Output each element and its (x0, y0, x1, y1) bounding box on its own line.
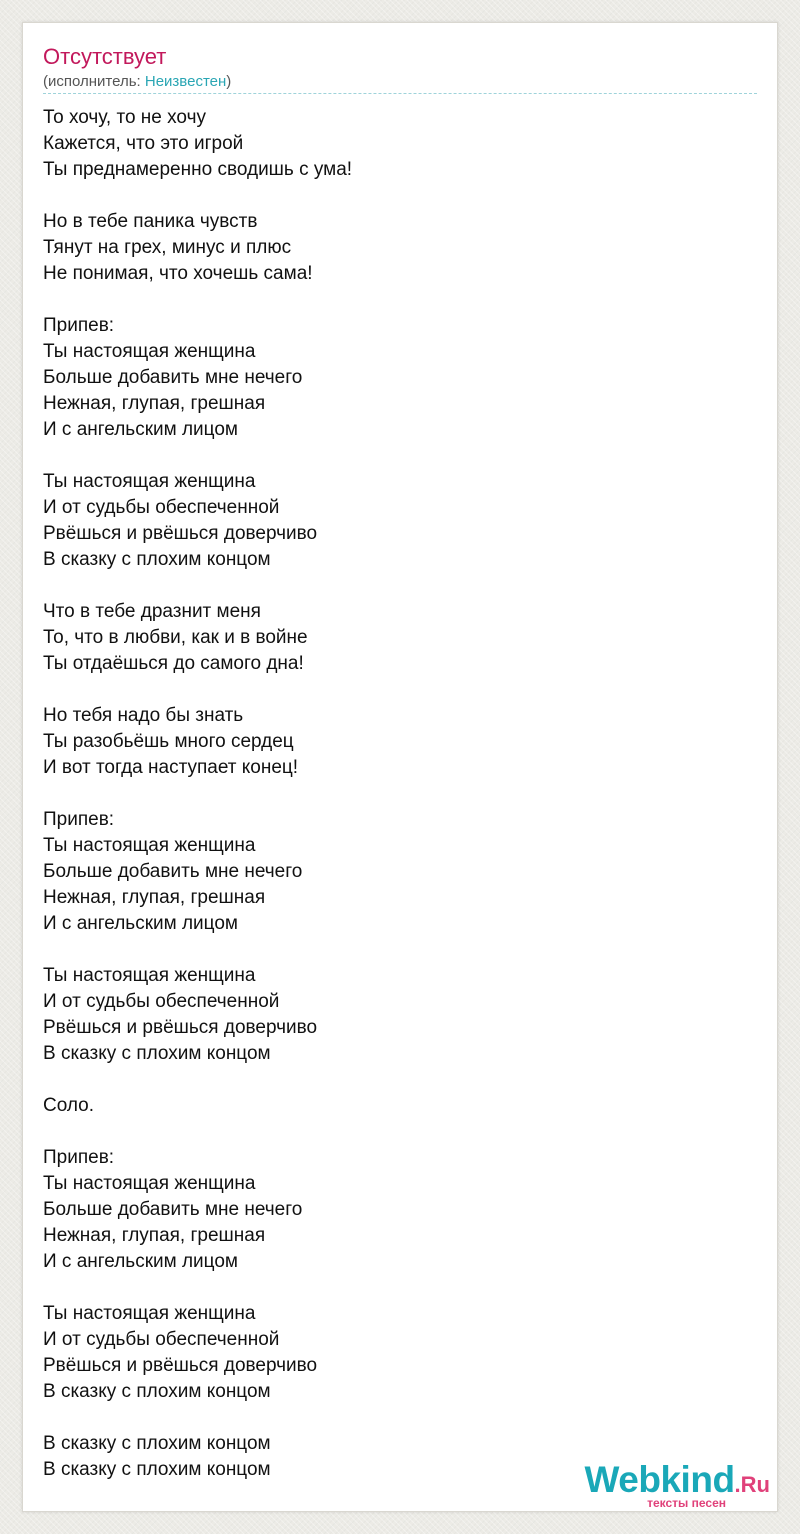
artist-suffix: ) (226, 73, 232, 90)
artist-line (43, 73, 231, 91)
artist-prefix: (исполнитель: (43, 73, 145, 90)
site-logo[interactable] (570, 1458, 770, 1508)
lyrics-text: То хочу, то не хочу Кажется, что это игрой Ты преднамеренно сводишь с ума! Но в тебе паника чувств Тянут на грех, минус и плюс Не понимая, что хочешь сама! Припев: Ты настоящая женщина Больше добавить мне нечего Нежная, глупая, грешная И с ангельским лицом Ты настоящая женщина И от судьбы обеспеченной Рвёшься и рвёшься доверчиво В сказку с плохим концом Что в тебе дразнит меня То, что в любви, как и в войне Ты отдаёшься до самого дна! Но тебя надо бы знать Ты разобьёшь много сердец И вот тогда наступает конец! Припев: Ты настоящая женщина Больше добавить мне нечего Нежная, глупая, грешная И с ангельским лицом Ты настоящая женщина И от судьбы обеспеченной Рвёшься и рвёшься доверчиво В сказку с плохим концом Соло. Припев: Ты настоящая женщина Больше добавить мне нечего Нежная, глупая, грешная И с ангельским лицом Ты настоящая женщина И от судьбы обеспеченной Рвёшься и рвёшься доверчиво В сказку с плохим концом В сказку с плохим концом В сказку с плохим концом (43, 107, 353, 1480)
artist-link[interactable]: Неизвестен (144, 73, 227, 90)
logo-tagline: тексты песен (647, 1496, 726, 1510)
lyrics-card (22, 22, 778, 1512)
logo-name: Webkind (584, 1459, 735, 1500)
title-divider (43, 93, 757, 94)
song-title: Отсутствует (43, 44, 167, 69)
logo-domain: .Ru (734, 1472, 770, 1497)
